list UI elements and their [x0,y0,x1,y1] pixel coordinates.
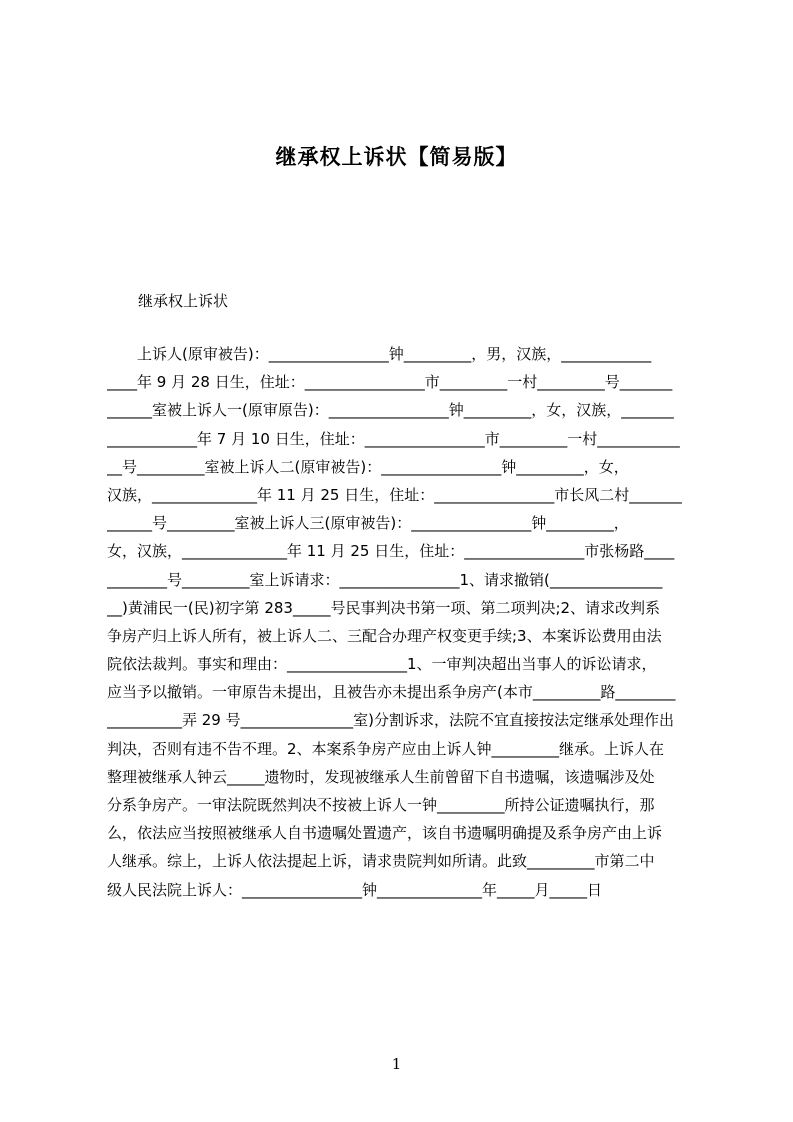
body-line: 院依法裁判。事实和理由：________________1、一审判决超出当事人的诉讼请求， [107,655,657,674]
body-line: ______号_________室被上诉人三(原审被告)：________________钟_________， [107,514,629,533]
body-line: ____年 9 月 28 日生，住址：________________市_________一村_________号_______ [107,373,673,392]
body-line: ______室被上诉人一(原审原告)：________________钟_________，女，汉族，_______ [107,401,674,420]
body-line: 争房产归上诉人所有，被上诉人二、三配合办理产权变更手续;3、本案诉讼费用由法 [107,626,662,645]
body-line: 分系争房产。一审法院既然判决不按被上诉人一钟_________所持公证遗嘱执行，那 [107,796,655,814]
body-line: __号_________室被上诉人二(原审被告)：________________钟_________，女， [107,457,629,476]
page-number: 1 [391,1055,402,1073]
body-line: 级人民法院上诉人：________________钟______________年_____月_____日 [107,880,603,899]
body-line: ____________年 7 月 10 日生，住址：________________市_________一村___________ [107,429,680,448]
body-line: 汉族，______________年 11 月 25 日生，住址：________________市长风二村_______ [107,485,682,504]
body-line: 判决，否则有违不告不理。2、本案系争房产应由上诉人钟_________继承。上诉人在 [107,739,665,758]
body-line: 么，依法应当按照被继承人自书遗嘱处置遗产，该自书遗嘱明确提及系争房产由上诉 [107,824,663,843]
body-line: ________号_________室上诉请求：________________1、请求撤销(_______________ [107,570,663,589]
body-line: __________弄 29 号_______________室)分割诉求，法院不宜直接按法定继承处理作出 [107,711,674,730]
body-line: 人继承。综上，上诉人依法提起上诉，请求贵院判如所请。此致_________市第二中 [107,852,655,871]
document-body [107,340,697,904]
body-line: 女，汉族，______________年 11 月 25 日生，住址：________________市张杨路____ [107,542,675,561]
body-line: 上诉人(原审被告)：________________钟_________，男，汉族，____________ [107,345,652,363]
body-line: 整理被继承人钟云_____遗物时，发现被继承人生前曾留下自书遗嘱，该遗嘱涉及处 [107,767,655,786]
body-line: __)黄浦民一(民)初字第 283_____号民事判决书第一项、第二项判决;2、请求改判系 [107,598,661,617]
body-line: 应当予以撤销。一审原告未提出，且被告亦未提出系争房产(本市_________路________ [107,683,676,702]
document-subtitle: 继承权上诉状 [138,292,229,310]
page-title: 继承权上诉状【简易版】 [275,145,518,169]
